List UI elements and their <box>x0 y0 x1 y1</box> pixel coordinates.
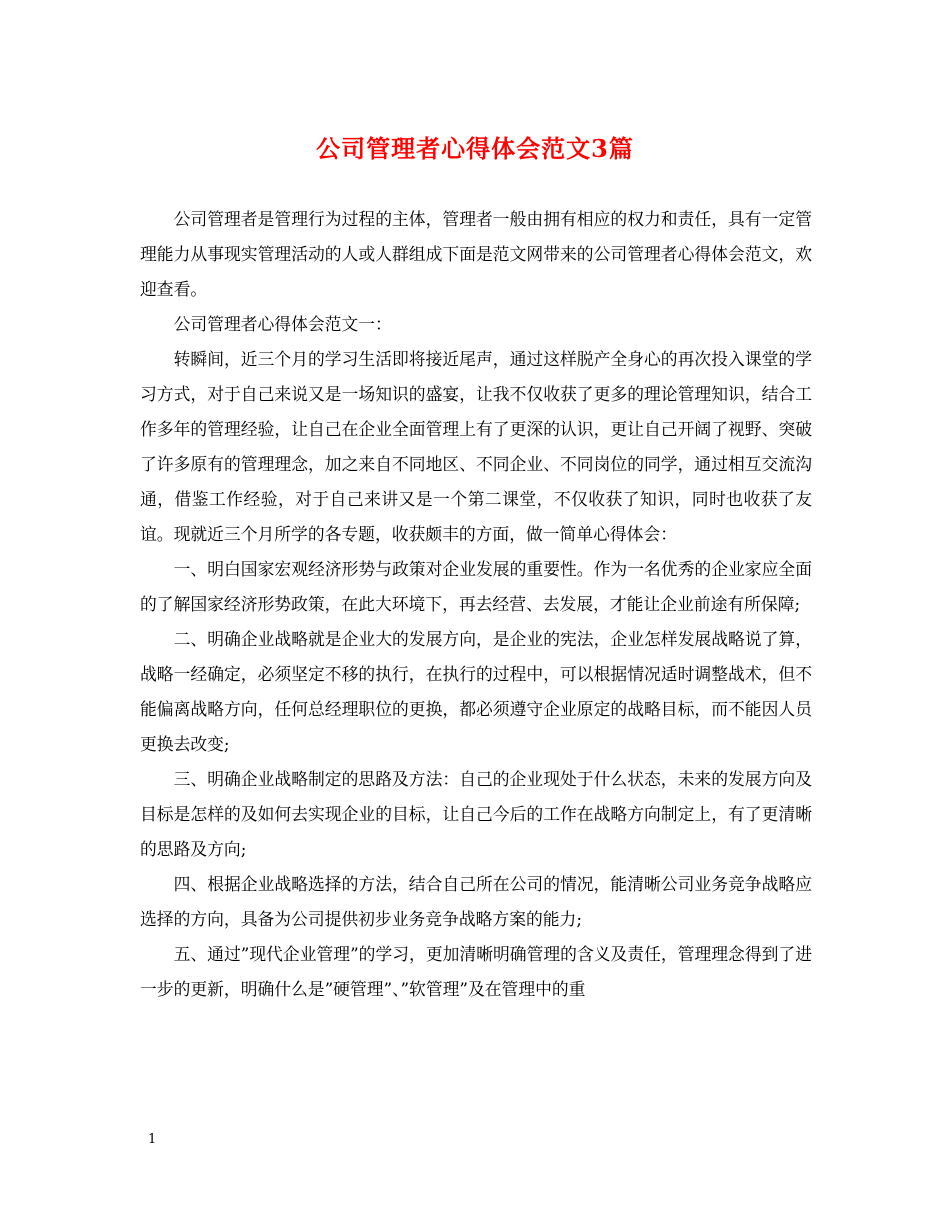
paragraph-point-3: 三、明确企业战略制定的思路及方法：自己的企业现处于什么状态，未来的发展方向及目标是怎样的及如何去实现企业的目标，让自己今后的工作在战略方向制定上，有了更清晰的思路及方向; <box>140 769 812 859</box>
document-body <box>140 202 812 1007</box>
paragraph-point-5: 五、通过”现代企业管理”的学习，更加清晰明确管理的含义及责任，管理理念得到了进一步的更新，明确什么是”硬管理”、”软管理”及在管理中的重 <box>140 944 812 999</box>
paragraph-point-2: 二、明确企业战略就是企业大的发展方向，是企业的宪法，企业怎样发展战略说了算，战略一经确定，必须坚定不移的执行，在执行的过程中，可以根据情况适时调整战术，但不能偏离战略方向，任何总经理职位的更换，都必须遵守企业原定的战略目标，而不能因人员更换去改变; <box>140 629 812 754</box>
paragraph-point-4: 四、根据企业战略选择的方法，结合自己所在公司的情况，能清晰公司业务竞争战略应选择的方向，具备为公司提供初步业务竞争战略方案的能力; <box>140 874 812 929</box>
document-title: 公司管理者心得体会范文3篇 <box>316 134 634 163</box>
paragraph-reflection: 转瞬间，近三个月的学习生活即将接近尾声，通过这样脱产全身心的再次投入课堂的学习方式，对于自己来说又是一场知识的盛宴，让我不仅收获了更多的理论管理知识，结合工作多年的管理经验，让自己在企业全面管理上有了更深的认识，更让自己开阔了视野、突破了许多原有的管理理念，加之来自不同地区、不同企业、不同岗位的同学，通过相互交流沟通，借鉴工作经验，对于自己来讲又是一个第二课堂，不仅收获了知识，同时也收获了友谊。现就近三个月所学的各专题，收获颇丰的方面，做一简单心得体会： <box>140 349 812 544</box>
paragraph-intro: 公司管理者是管理行为过程的主体，管理者一般由拥有相应的权力和责任，具有一定管理能力从事现实管理活动的人或人群组成下面是范文网带来的公司管理者心得体会范文，欢迎查看。 <box>140 209 812 299</box>
paragraph-section-heading: 公司管理者心得体会范文一： <box>173 314 392 334</box>
page-number: 1 <box>148 1132 157 1147</box>
paragraph-point-1: 一、明白国家宏观经济形势与政策对企业发展的重要性。作为一名优秀的企业家应全面的了解国家经济形势政策，在此大环境下，再去经营、去发展，才能让企业前途有所保障; <box>140 559 812 614</box>
